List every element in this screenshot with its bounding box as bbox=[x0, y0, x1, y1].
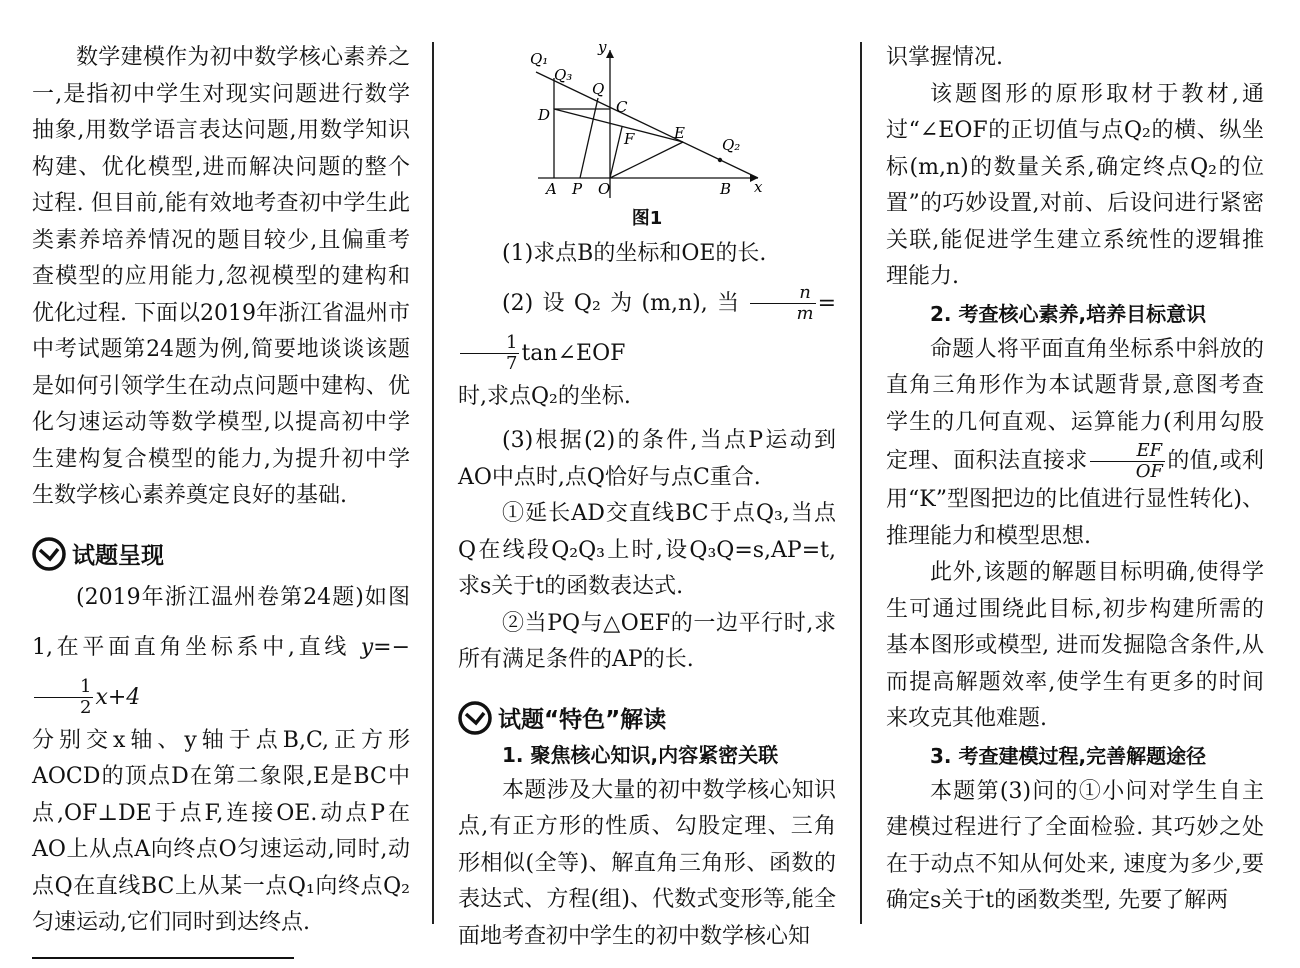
section-title: 试题“特色”解读 bbox=[498, 707, 667, 733]
column-divider-right bbox=[860, 42, 862, 924]
question-2-tail: 时,求点Q₂的坐标. bbox=[458, 383, 631, 409]
question-3-part-1: ①延长AD交直线BC于点Q₃,当点Q在线段Q₂Q₃上时,设Q₃Q=s,AP=t,求s关于t的函数表达式. bbox=[458, 501, 836, 599]
line-bc bbox=[536, 72, 758, 178]
label-q2: Q₂ bbox=[722, 136, 741, 154]
section-arrow-icon bbox=[32, 537, 66, 571]
point-q2 bbox=[718, 158, 722, 162]
label-d: D bbox=[538, 106, 551, 124]
segment-pq bbox=[580, 98, 598, 178]
question-1: (1)求点B的坐标和OE的长. bbox=[502, 241, 767, 266]
column-1 bbox=[32, 40, 410, 942]
column-3 bbox=[886, 40, 1264, 920]
column-divider-left bbox=[432, 42, 434, 924]
label-f: F bbox=[624, 130, 635, 148]
features-paragraph-2: 该题图形的原形取材于教材,通过“∠EOF的正切值与点Q₂的横、纵坐标(m,n)的数量关系,确定终点Q₂的位置”的巧妙设置,对前、后设问进行紧密关联,能促进学生建立系统性的逻辑推理能力. bbox=[886, 81, 1264, 289]
question-3-part-2: ②当PQ与△OEF的一边平行时,求所有满足条件的AP的长. bbox=[458, 610, 836, 672]
column-2 bbox=[458, 30, 836, 955]
fraction-n-over-m: $\frac{n}{m}$ bbox=[750, 283, 815, 324]
continued-text: 识掌握情况. bbox=[886, 45, 1003, 70]
section-title: 试题呈现 bbox=[72, 543, 164, 569]
label-q: Q bbox=[592, 80, 605, 98]
subheading-1: 1. 聚焦核心知识,内容紧密关联 bbox=[502, 742, 779, 767]
label-b: B bbox=[720, 180, 732, 198]
label-e: E bbox=[674, 124, 685, 142]
features-paragraph-4: 此外,该题的解题目标明确,使得学生可通过围绕此目标,初步构建所需的基本图形或模型, 进而发掘隐含条件,从而提高解题效率,使学生有更多的时间来攻克其他难题. bbox=[886, 560, 1264, 731]
problem-statement-body: 分别交x轴、y轴于点B,C,正方形AOCD的顶点D在第二象限,E是BC中点,OF⊥DE于点F,连接OE.动点P在AO上从点A向终点O匀速运动,同时,动点Q在直线BC上从某一点Q₁向终点Q₂匀速运动,它们同时到达终点. bbox=[32, 727, 410, 935]
question-2-line: (2)设Q₂为(m,n),当 $\frac{n}{m}$ = $\frac{1}{7}$ tan∠EOF bbox=[458, 279, 836, 379]
features-paragraph-3: 命题人将平面直角坐标系中斜放的直角三角形作为本试题背景,意图考查学生的几何直观、运算能力(利用勾股定理、面积法直接求 $\frac{EF}{OF}$ 的值,或利用“K”型图把边的比值进行显性转化)、推理能力和模型思想. bbox=[886, 336, 1264, 549]
y-axis-arrow bbox=[606, 50, 614, 58]
figure-caption: 图1 bbox=[631, 208, 663, 229]
features-paragraph-5: 本题第(3)问的①小问对学生自主建模过程进行了全面检验. 其巧妙之处在于动点不知从何处来, 速度为多少,要确定s关于t的函数类型, 先要了解两 bbox=[886, 778, 1264, 913]
question-3: (3)根据(2)的条件,当点P运动到AO中点时,点Q恰好与点C重合. bbox=[458, 428, 836, 490]
fraction-one-seventh: $\frac{1}{7}$ bbox=[460, 333, 519, 374]
section-arrow-icon bbox=[458, 701, 492, 735]
label-q1: Q₁ bbox=[530, 50, 549, 68]
fraction-ef-over-of: $\frac{EF}{OF}$ bbox=[1090, 441, 1165, 482]
segment-of bbox=[610, 127, 622, 178]
label-q3: Q₃ bbox=[554, 66, 573, 84]
fraction: $\frac{1}{2}$ bbox=[34, 677, 93, 718]
label-a: A bbox=[546, 180, 557, 198]
subheading-3: 3. 考查建模过程,完善解题途径 bbox=[930, 743, 1207, 768]
label-y: y bbox=[598, 38, 607, 56]
intro-paragraph: 数学建模作为初中数学核心素养之一,是指初中学生对现实问题进行数学抽象,用数学语言表达问题,用数学知识构建、优化模型,进而解决问题的整个过程. 但目前,能有效地考查初中学生此类素养培养情况的题目较少,且偏重考查模型的应用能力,忽视模型的建构和优化过程. 下面以2019年浙江省温州市中考试题第24题为例,简要地谈谈该题是如何引领学生在动点问题中建构、优化匀速运动等数学模型,以提高初中学生建构复合模型的能力,为提升初中学生数学核心素养奠定良好的基础. bbox=[32, 45, 410, 508]
label-o: O bbox=[598, 180, 611, 198]
problem-statement-intro: (2019年浙江温州卷第24题)如图1,在平面直角坐标系中,直线 y=− $\frac{1}{2}$ x+4 bbox=[32, 584, 411, 718]
section-heading-problem bbox=[32, 537, 410, 571]
section-heading-features bbox=[458, 701, 836, 735]
figure-1-diagram bbox=[458, 30, 836, 200]
label-c: C bbox=[616, 98, 628, 116]
segment-oe bbox=[610, 142, 683, 178]
label-p: P bbox=[572, 180, 583, 198]
footnote-rule bbox=[32, 957, 294, 959]
subheading-2: 2. 考查核心素养,培养目标意识 bbox=[930, 301, 1207, 326]
features-paragraph-1: 本题涉及大量的初中数学核心知识点,有正方形的性质、勾股定理、三角形相似(全等)、解直角三角形、函数的表达式、方程(组)、代数式变形等,能全面地考查初中学生的初中数学核心知 bbox=[458, 777, 836, 949]
label-x: x bbox=[754, 178, 763, 196]
